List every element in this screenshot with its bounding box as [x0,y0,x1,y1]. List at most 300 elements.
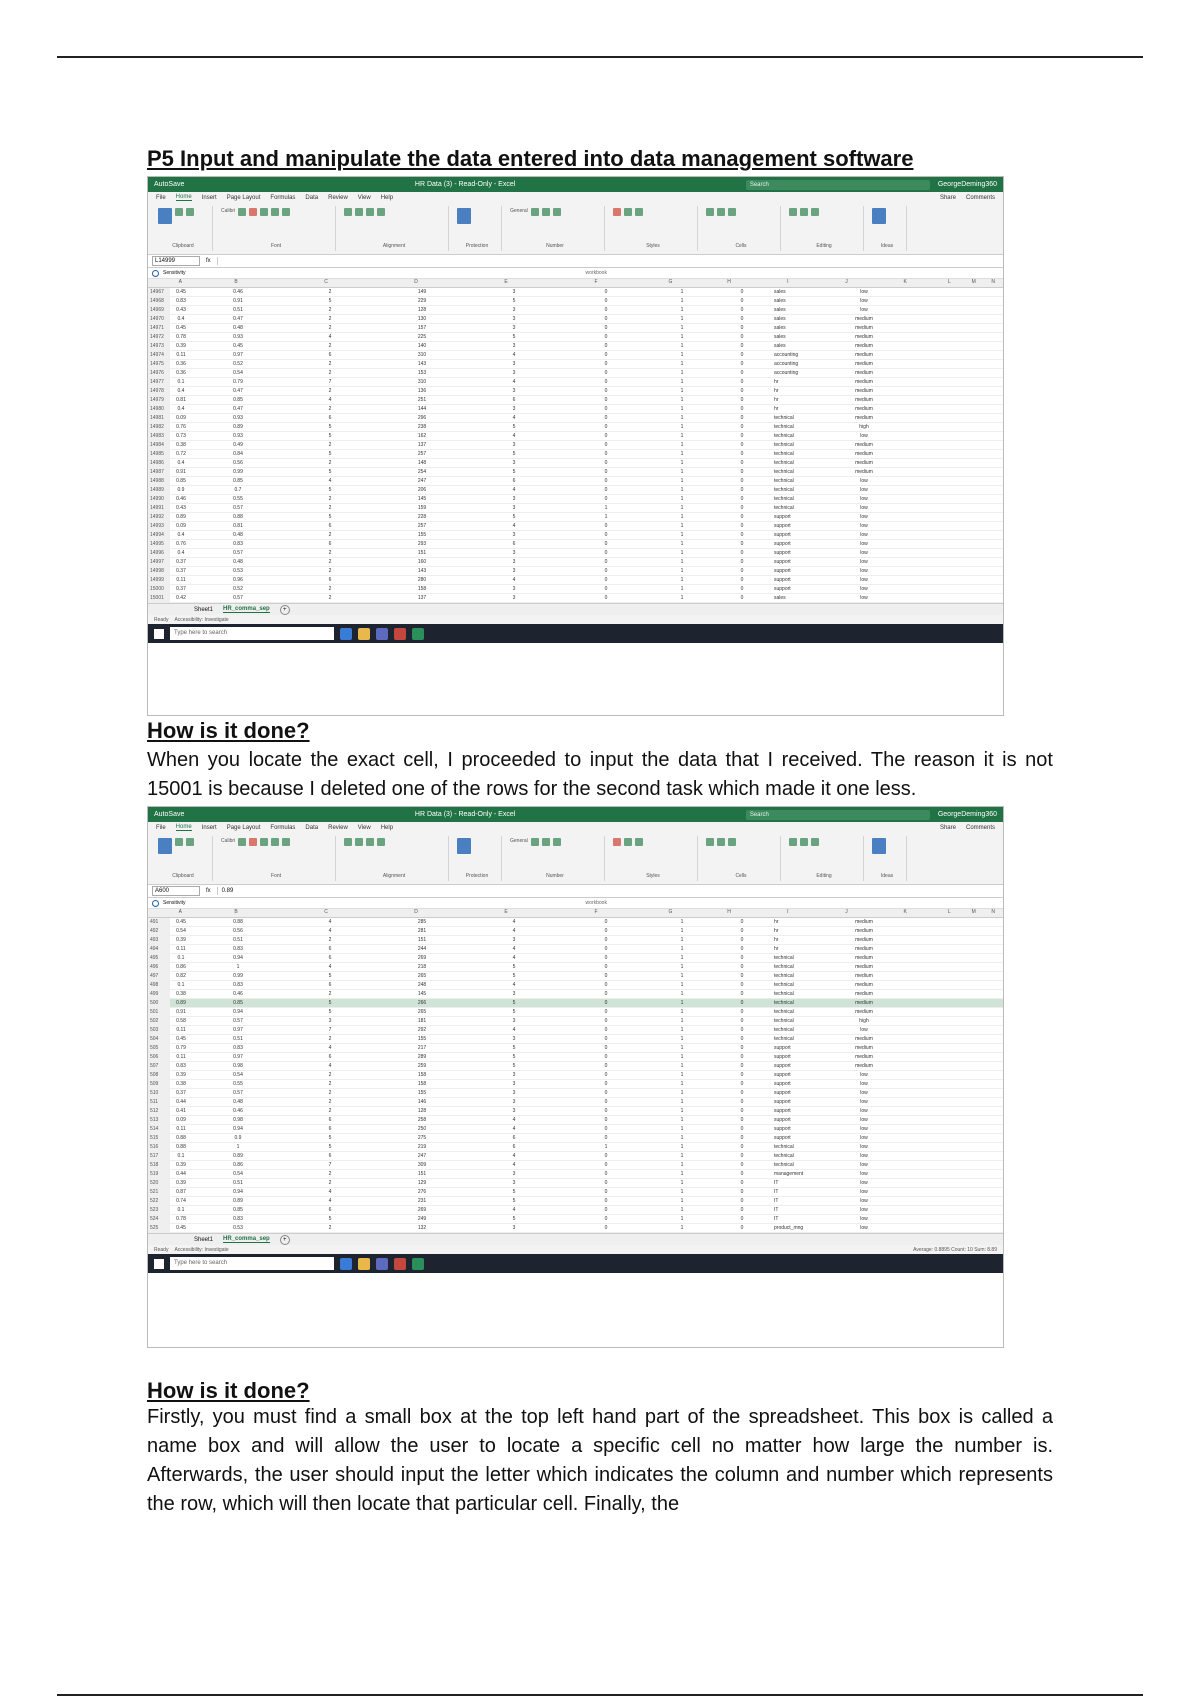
cell[interactable]: 6 [512,397,516,403]
cell[interactable]: 1 [680,1135,684,1141]
cell[interactable]: 0 [740,1189,744,1195]
cell[interactable]: 1 [680,1054,684,1060]
cell[interactable]: 5 [512,424,516,430]
cell[interactable]: support [774,577,791,583]
row-number[interactable]: 516 [148,1143,170,1151]
ribbon-tool-icon[interactable] [635,838,643,846]
cell[interactable]: 0.46 [233,289,243,295]
cell[interactable]: 0 [740,1063,744,1069]
search-box[interactable]: Search [746,180,930,190]
cell[interactable]: 4 [328,1189,332,1195]
cell[interactable]: 3 [512,1180,516,1186]
cell[interactable]: 5 [328,451,332,457]
row-number[interactable]: 524 [148,1215,170,1223]
cell[interactable]: 1 [680,1126,684,1132]
cell[interactable]: 0 [740,397,744,403]
column-header-i[interactable]: I [787,279,789,285]
cell[interactable]: 4 [512,982,516,988]
row-number[interactable]: 509 [148,1080,170,1088]
cell[interactable]: 0 [740,1099,744,1105]
cell[interactable]: 0 [604,361,608,367]
cell[interactable]: technical [774,955,794,961]
cell[interactable]: support [774,541,791,547]
cell[interactable]: 1 [680,415,684,421]
cell[interactable]: low [860,1189,868,1195]
sensitivity-label[interactable]: Sensitivity [163,270,186,276]
cell[interactable]: 6 [512,478,516,484]
column-header-c[interactable]: C [324,909,328,915]
cell[interactable]: 4 [328,1063,332,1069]
cell[interactable]: 251 [417,397,427,403]
cell[interactable]: 148 [417,460,427,466]
cell[interactable]: medium [855,469,873,475]
cell[interactable]: 5 [328,973,332,979]
row-number[interactable]: 14998 [148,567,170,575]
cell[interactable]: 0 [604,307,608,313]
cell[interactable]: 0 [740,343,744,349]
cell[interactable]: 3 [512,559,516,565]
ribbon-tool-icon[interactable] [377,838,385,846]
cell[interactable]: 0 [604,559,608,565]
autosave-toggle[interactable]: AutoSave [154,811,185,818]
cell[interactable]: low [860,1117,868,1123]
cell[interactable]: 4 [512,415,516,421]
cell[interactable]: 2 [328,1099,332,1105]
cell[interactable]: 1 [680,1207,684,1213]
ribbon-tool-icon[interactable] [717,208,725,216]
cell[interactable]: 0.54 [176,928,186,934]
cell[interactable]: 0 [604,334,608,340]
cell[interactable]: 1 [604,1144,608,1150]
cell[interactable]: technical [774,442,794,448]
cell[interactable]: 0.89 [176,514,186,520]
cell[interactable]: 0 [740,1162,744,1168]
cell[interactable]: 0 [740,1135,744,1141]
cell[interactable]: 1 [680,1198,684,1204]
cell[interactable]: low [860,550,868,556]
ribbon-tool-icon[interactable] [260,208,268,216]
cell[interactable]: 0.57 [233,505,243,511]
ribbon-tool-icon[interactable] [282,208,290,216]
number-format-select[interactable]: General [510,838,528,844]
cell[interactable]: 0 [604,325,608,331]
cell[interactable]: medium [855,442,873,448]
ribbon-tool-icon[interactable] [542,838,550,846]
cell[interactable]: 137 [417,442,427,448]
add-sheet-icon[interactable]: + [280,605,290,615]
cell[interactable]: 265 [417,1009,427,1015]
cell[interactable]: hr [774,946,779,952]
menu-home[interactable]: Home [175,194,192,200]
cell[interactable]: 5 [512,451,516,457]
cell[interactable]: 0.83 [233,541,243,547]
row-number[interactable]: 511 [148,1098,170,1106]
cell[interactable]: 145 [417,496,427,502]
cell[interactable]: 1 [680,352,684,358]
cell[interactable]: 0.89 [233,1153,243,1159]
cell[interactable]: 0 [740,379,744,385]
cell[interactable]: 0 [604,973,608,979]
row-number[interactable]: 14985 [148,450,170,458]
cell[interactable]: 0.9 [234,1135,242,1141]
cell[interactable]: 0.39 [176,1180,186,1186]
cell[interactable]: 157 [417,325,427,331]
cell[interactable]: medium [855,973,873,979]
cell[interactable]: 1 [680,577,684,583]
cell[interactable]: 1 [680,307,684,313]
cell[interactable]: 0.45 [176,325,186,331]
windows-start-icon[interactable] [154,1259,164,1269]
cell[interactable]: low [860,487,868,493]
cell[interactable]: 1 [680,442,684,448]
cell[interactable]: 155 [417,532,427,538]
cell[interactable]: 153 [417,370,427,376]
cell[interactable]: 1 [680,1000,684,1006]
row-number[interactable]: 504 [148,1035,170,1043]
cell[interactable]: 1 [680,1081,684,1087]
cell[interactable]: 158 [417,1072,427,1078]
cell[interactable]: 0.1 [177,982,185,988]
column-header-a[interactable]: A [178,279,182,285]
cell[interactable]: 160 [417,559,427,565]
row-number[interactable]: 14995 [148,540,170,548]
column-header-l[interactable]: L [947,909,951,915]
cell[interactable]: 1 [680,1180,684,1186]
cell[interactable]: 247 [417,1153,427,1159]
column-header-c[interactable]: C [324,279,328,285]
ribbon-tool-icon[interactable] [553,208,561,216]
cell[interactable]: sales [774,325,786,331]
menu-help[interactable]: Help [380,194,394,201]
cell[interactable]: 128 [417,307,427,313]
cell[interactable]: 159 [417,505,427,511]
cell[interactable]: 0 [604,496,608,502]
cell[interactable]: 293 [417,541,427,547]
cell[interactable]: 4 [328,919,332,925]
cell[interactable]: 2 [328,586,332,592]
cell[interactable]: 6 [328,946,332,952]
cell[interactable]: medium [855,946,873,952]
ribbon-tool-icon[interactable] [728,208,736,216]
cell[interactable]: support [774,1108,791,1114]
ribbon-tool-icon[interactable] [811,838,819,846]
cell[interactable]: 2 [328,406,332,412]
cell[interactable]: 265 [417,973,427,979]
cell[interactable]: 4 [512,1027,516,1033]
row-number[interactable]: 14990 [148,495,170,503]
cell[interactable]: 7 [328,1162,332,1168]
font-name-select[interactable]: Calibri [221,208,236,214]
cell[interactable]: 0.93 [233,433,243,439]
cell[interactable]: IT [774,1198,779,1204]
cell[interactable]: 0 [604,991,608,997]
cell[interactable]: 0 [604,1198,608,1204]
row-number[interactable]: 14973 [148,342,170,350]
cell[interactable]: 0 [604,406,608,412]
cell[interactable]: 0.48 [233,325,243,331]
cell[interactable]: 6 [328,541,332,547]
cell[interactable]: low [860,1027,868,1033]
cell[interactable]: 228 [417,514,427,520]
cell[interactable]: technical [774,982,794,988]
cell[interactable]: 143 [417,361,427,367]
cell[interactable]: 0 [604,1018,608,1024]
cell[interactable]: 0 [604,577,608,583]
cell[interactable]: 1 [680,1099,684,1105]
row-number[interactable]: 14975 [148,360,170,368]
cell[interactable]: support [774,1117,791,1123]
cell[interactable]: low [860,541,868,547]
cell[interactable]: 0.4 [177,388,185,394]
cell[interactable]: 0.81 [233,523,243,529]
cell[interactable]: 0 [740,541,744,547]
cell[interactable]: sales [774,343,786,349]
cell[interactable]: 0.37 [176,568,186,574]
cell[interactable]: 0 [604,370,608,376]
store-icon[interactable] [376,1258,388,1270]
ribbon-tool-icon[interactable] [238,838,246,846]
select-all-corner[interactable] [148,279,170,287]
cell[interactable]: low [860,559,868,565]
ribbon-tool-icon[interactable] [457,208,471,224]
cell[interactable]: 0 [604,532,608,538]
cell[interactable]: 0.37 [176,1090,186,1096]
cell[interactable]: 1 [680,1153,684,1159]
cell[interactable]: 1 [680,955,684,961]
cell[interactable]: 0.97 [233,1027,243,1033]
cell[interactable]: support [774,1045,791,1051]
cell[interactable]: 3 [512,1072,516,1078]
column-header-n[interactable]: N [991,279,996,285]
cell[interactable]: 0 [740,1225,744,1231]
cell[interactable]: 1 [680,991,684,997]
cell[interactable]: 289 [417,1054,427,1060]
cell[interactable]: 4 [328,928,332,934]
cell[interactable]: 2 [328,991,332,997]
taskbar-search[interactable]: Type here to search [170,1257,334,1270]
cell[interactable]: 5 [328,487,332,493]
menu-review[interactable]: Review [328,824,348,831]
cell[interactable]: 0 [740,919,744,925]
cell[interactable]: 1 [680,1117,684,1123]
cell[interactable]: 0.99 [233,469,243,475]
sheet-tab-hr[interactable]: HR_comma_sep [223,606,270,612]
cell[interactable]: support [774,1081,791,1087]
row-number[interactable]: 14983 [148,432,170,440]
cell[interactable]: 5 [512,334,516,340]
cell[interactable]: 151 [417,937,427,943]
cell[interactable]: 1 [680,1027,684,1033]
cell[interactable]: 0 [740,469,744,475]
ribbon-tool-icon[interactable] [366,208,374,216]
row-number[interactable]: 514 [148,1125,170,1133]
cell[interactable]: 0 [604,1090,608,1096]
row-number[interactable]: 14972 [148,333,170,341]
cell[interactable]: 3 [512,586,516,592]
cell[interactable]: 1 [680,388,684,394]
cell[interactable]: 1 [680,1108,684,1114]
cell[interactable]: technical [774,1036,794,1042]
cell[interactable]: 6 [328,577,332,583]
cell[interactable]: 0 [740,406,744,412]
cell[interactable]: 0 [604,1045,608,1051]
cell[interactable]: low [860,595,868,601]
cell[interactable]: 0.97 [233,1054,243,1060]
cell[interactable]: 0 [740,451,744,457]
cell[interactable]: sales [774,334,786,340]
cell[interactable]: 140 [417,343,427,349]
add-sheet-icon[interactable]: + [280,1235,290,1245]
cell[interactable]: 0.37 [176,559,186,565]
cell[interactable]: 0 [604,1099,608,1105]
cell[interactable]: 0.83 [233,1216,243,1222]
cell[interactable]: support [774,1099,791,1105]
cell[interactable]: 0 [604,388,608,394]
column-header-h[interactable]: H [727,279,731,285]
ribbon-tool-icon[interactable] [271,208,279,216]
ribbon-tool-icon[interactable] [635,208,643,216]
cell[interactable]: 0 [604,460,608,466]
cell[interactable]: 4 [328,334,332,340]
cell[interactable]: 0.57 [233,1090,243,1096]
cell[interactable]: 0 [604,1072,608,1078]
ribbon-tool-icon[interactable] [789,838,797,846]
cell[interactable]: 6 [328,352,332,358]
cell[interactable]: support [774,1063,791,1069]
cell[interactable]: 0.43 [176,505,186,511]
cell[interactable]: 0 [604,478,608,484]
cell[interactable]: 1 [680,460,684,466]
cell[interactable]: 0.47 [233,388,243,394]
cell[interactable]: 219 [417,1144,427,1150]
cell[interactable]: technical [774,1162,794,1168]
taskbar-search[interactable]: Type here to search [170,627,334,640]
cell[interactable]: 0.88 [233,919,243,925]
cell[interactable]: low [860,1090,868,1096]
cell[interactable]: 1 [680,1090,684,1096]
menu-file[interactable]: File [156,194,166,201]
cell[interactable]: 0 [740,1072,744,1078]
cell[interactable]: 4 [512,1207,516,1213]
cell[interactable]: 0 [604,982,608,988]
cell[interactable]: sales [774,595,786,601]
cell[interactable]: 2 [328,1090,332,1096]
cell[interactable]: 0 [740,1108,744,1114]
cell[interactable]: 3 [512,937,516,943]
cell[interactable]: 2 [328,325,332,331]
cell[interactable]: 0 [604,442,608,448]
column-header-b[interactable]: B [234,279,238,285]
row-number[interactable]: 510 [148,1089,170,1097]
cell[interactable]: 2 [328,1036,332,1042]
ribbon-tool-icon[interactable] [728,838,736,846]
cell[interactable]: 0 [740,433,744,439]
cell[interactable]: 4 [328,964,332,970]
menu-data[interactable]: Data [305,824,319,831]
cell[interactable]: 0.94 [233,955,243,961]
office-icon[interactable] [394,628,406,640]
cell[interactable]: 0.39 [176,937,186,943]
cell[interactable]: 0.36 [176,361,186,367]
row-number[interactable]: 496 [148,963,170,971]
status-accessibility[interactable]: Accessibility: Investigate [174,616,229,623]
cell[interactable]: 1 [680,1018,684,1024]
cell[interactable]: 0.85 [233,1207,243,1213]
cell[interactable]: technical [774,1009,794,1015]
cell[interactable]: 4 [512,1126,516,1132]
cell[interactable]: 1 [680,595,684,601]
row-number[interactable]: 519 [148,1170,170,1178]
cell[interactable]: technical [774,424,794,430]
cell[interactable]: 0 [740,1153,744,1159]
cell[interactable]: 137 [417,595,427,601]
cell[interactable]: 0.45 [176,1036,186,1042]
cell[interactable]: 0.51 [233,1036,243,1042]
cell[interactable]: 5 [512,1216,516,1222]
menu-home[interactable]: Home [175,824,192,830]
cell[interactable]: support [774,550,791,556]
cell[interactable]: 2 [328,1072,332,1078]
cell[interactable]: 0.45 [233,343,243,349]
cell[interactable]: high [859,1018,869,1024]
cell[interactable]: 0 [604,343,608,349]
row-number[interactable]: 14997 [148,558,170,566]
cell[interactable]: 4 [512,1162,516,1168]
cell[interactable]: 4 [512,919,516,925]
cell[interactable]: 1 [680,397,684,403]
cell[interactable]: technical [774,496,794,502]
cell[interactable]: 4 [328,478,332,484]
cell[interactable]: medium [855,370,873,376]
cell[interactable]: 0.55 [233,1081,243,1087]
cell[interactable]: technical [774,964,794,970]
cell[interactable]: medium [855,406,873,412]
cell[interactable]: 0 [740,325,744,331]
cell[interactable]: 158 [417,1081,427,1087]
cell[interactable]: 2 [328,361,332,367]
cell[interactable]: 4 [512,1153,516,1159]
cell[interactable]: 2 [328,1180,332,1186]
cell[interactable]: 1 [680,1216,684,1222]
cell[interactable]: 0 [740,487,744,493]
ribbon-tool-icon[interactable] [706,838,714,846]
cell[interactable]: medium [855,397,873,403]
cell[interactable]: 0 [740,415,744,421]
cell[interactable]: low [860,1180,868,1186]
font-name-select[interactable]: Calibri [221,838,236,844]
cell[interactable]: low [860,586,868,592]
cell[interactable]: 0 [740,1126,744,1132]
cell[interactable]: technical [774,487,794,493]
row-number[interactable]: 501 [148,1008,170,1016]
cell[interactable]: 0.38 [176,442,186,448]
cell[interactable]: 0 [604,1171,608,1177]
cell[interactable]: IT [774,1180,779,1186]
ribbon-tool-icon[interactable] [377,208,385,216]
cell[interactable]: 0 [604,1162,608,1168]
cell[interactable]: 2 [328,442,332,448]
cell[interactable]: 257 [417,451,427,457]
sheet-tab-sheet1[interactable]: Sheet1 [194,1236,214,1243]
office-icon[interactable] [394,1258,406,1270]
cell[interactable]: technical [774,478,794,484]
cell[interactable]: 0 [740,982,744,988]
cell[interactable]: 218 [417,964,427,970]
cell[interactable]: 1 [680,433,684,439]
column-header-i[interactable]: I [787,909,789,915]
cell[interactable]: 0.83 [233,946,243,952]
cell[interactable]: 3 [512,550,516,556]
